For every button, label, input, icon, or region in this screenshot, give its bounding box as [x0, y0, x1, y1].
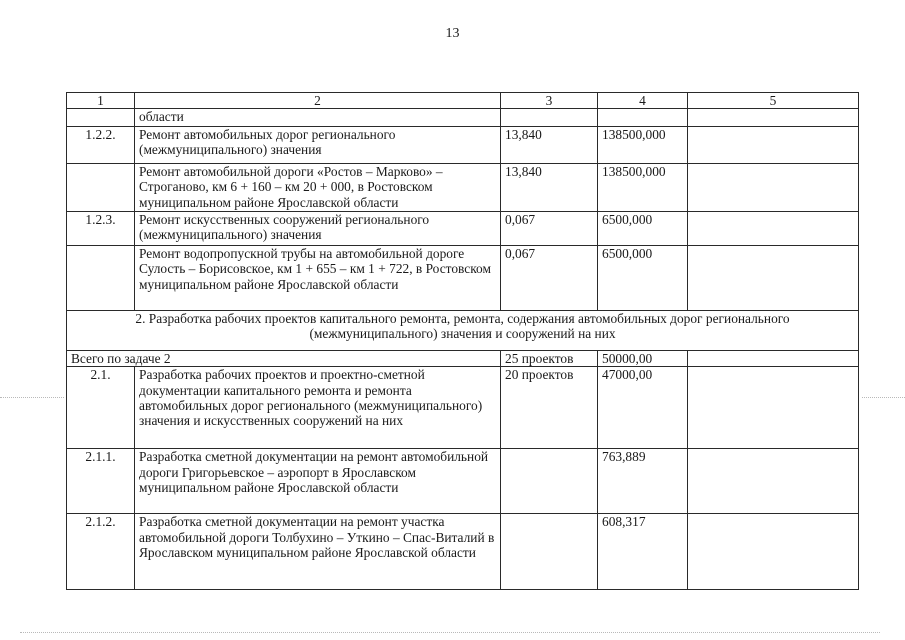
item-quantity: 0,067 [501, 246, 598, 311]
item-note [688, 164, 859, 212]
header-col-5: 5 [688, 93, 859, 109]
total-label: Всего по задаче 2 [67, 351, 501, 367]
table-row [67, 246, 859, 311]
item-description: Ремонт автомобильной дороги «Ростов – Марково» – Строганово, км 6 + 160 – км 20 + 000, в Ростовском муниципальном районе Ярославской области [135, 164, 501, 212]
item-number [67, 164, 135, 212]
header-col-3: 3 [501, 93, 598, 109]
item-note [688, 127, 859, 164]
item-quantity: 20 проектов [501, 367, 598, 449]
item-amount: 6500,000 [598, 212, 688, 246]
item-description: Разработка рабочих проектов и проектно-сметной документации капитального ремонта и ремонта автомобильных дорог регионального (межмуниципального) значения и искусственных сооружений на них [135, 367, 501, 449]
table-row [67, 109, 859, 127]
table-row [67, 127, 859, 164]
item-quantity: 0,067 [501, 212, 598, 246]
item-amount: 138500,000 [598, 127, 688, 164]
item-quantity [501, 514, 598, 590]
total-amount: 50000,00 [598, 351, 688, 367]
item-number: 1.2.3. [67, 212, 135, 246]
table-row [67, 164, 859, 212]
header-col-1: 1 [67, 93, 135, 109]
item-number [67, 246, 135, 311]
item-description: области [135, 109, 501, 127]
item-number: 2.1.1. [67, 449, 135, 514]
item-note [688, 514, 859, 590]
table-row [67, 212, 859, 246]
item-description: Разработка сметной документации на ремонт автомобильной дороги Григорьевское – аэропорт в Ярославском муниципальном районе Ярославской области [135, 449, 501, 514]
item-description: Ремонт автомобильных дорог регионального (межмуниципального) значения [135, 127, 501, 164]
header-col-2: 2 [135, 93, 501, 109]
table-header-row [67, 93, 859, 109]
total-row [67, 351, 859, 367]
item-amount: 138500,000 [598, 164, 688, 212]
item-quantity: 13,840 [501, 127, 598, 164]
item-number: 2.1. [67, 367, 135, 449]
scan-artifact-line [862, 397, 905, 398]
item-quantity [501, 449, 598, 514]
total-note [688, 351, 859, 367]
item-amount: 763,889 [598, 449, 688, 514]
section-heading: 2. Разработка рабочих проектов капитального ремонта, ремонта, содержания автомобильных дорог регионального (межмуниципального) значения и сооружений на них [67, 311, 859, 351]
item-number: 1.2.2. [67, 127, 135, 164]
item-quantity: 13,840 [501, 164, 598, 212]
page-number: 13 [445, 26, 460, 41]
item-number: 2.1.2. [67, 514, 135, 590]
item-description: Разработка сметной документации на ремонт участка автомобильной дороги Толбухино – Уткино – Спас-Виталий в Ярославском муниципальном районе Ярославской области [135, 514, 501, 590]
total-quantity: 25 проектов [501, 351, 598, 367]
budget-table [66, 92, 859, 590]
header-col-4: 4 [598, 93, 688, 109]
table-row [67, 449, 859, 514]
item-amount [598, 109, 688, 127]
item-amount: 47000,00 [598, 367, 688, 449]
item-note [688, 449, 859, 514]
item-amount: 608,317 [598, 514, 688, 590]
scan-artifact-line [0, 397, 64, 398]
item-description: Ремонт искусственных сооружений регионального (межмуниципального) значения [135, 212, 501, 246]
item-note [688, 109, 859, 127]
item-description: Ремонт водопропускной трубы на автомобильной дороге Сулость – Борисовское, км 1 + 655 – км 1 + 722, в Ростовском муниципальном районе Ярославской области [135, 246, 501, 311]
table-row [67, 367, 859, 449]
item-quantity [501, 109, 598, 127]
item-note [688, 246, 859, 311]
item-amount: 6500,000 [598, 246, 688, 311]
item-note [688, 367, 859, 449]
section-heading-row [67, 311, 859, 351]
item-number [67, 109, 135, 127]
table-row [67, 514, 859, 590]
item-note [688, 212, 859, 246]
scan-artifact-line [20, 632, 880, 633]
